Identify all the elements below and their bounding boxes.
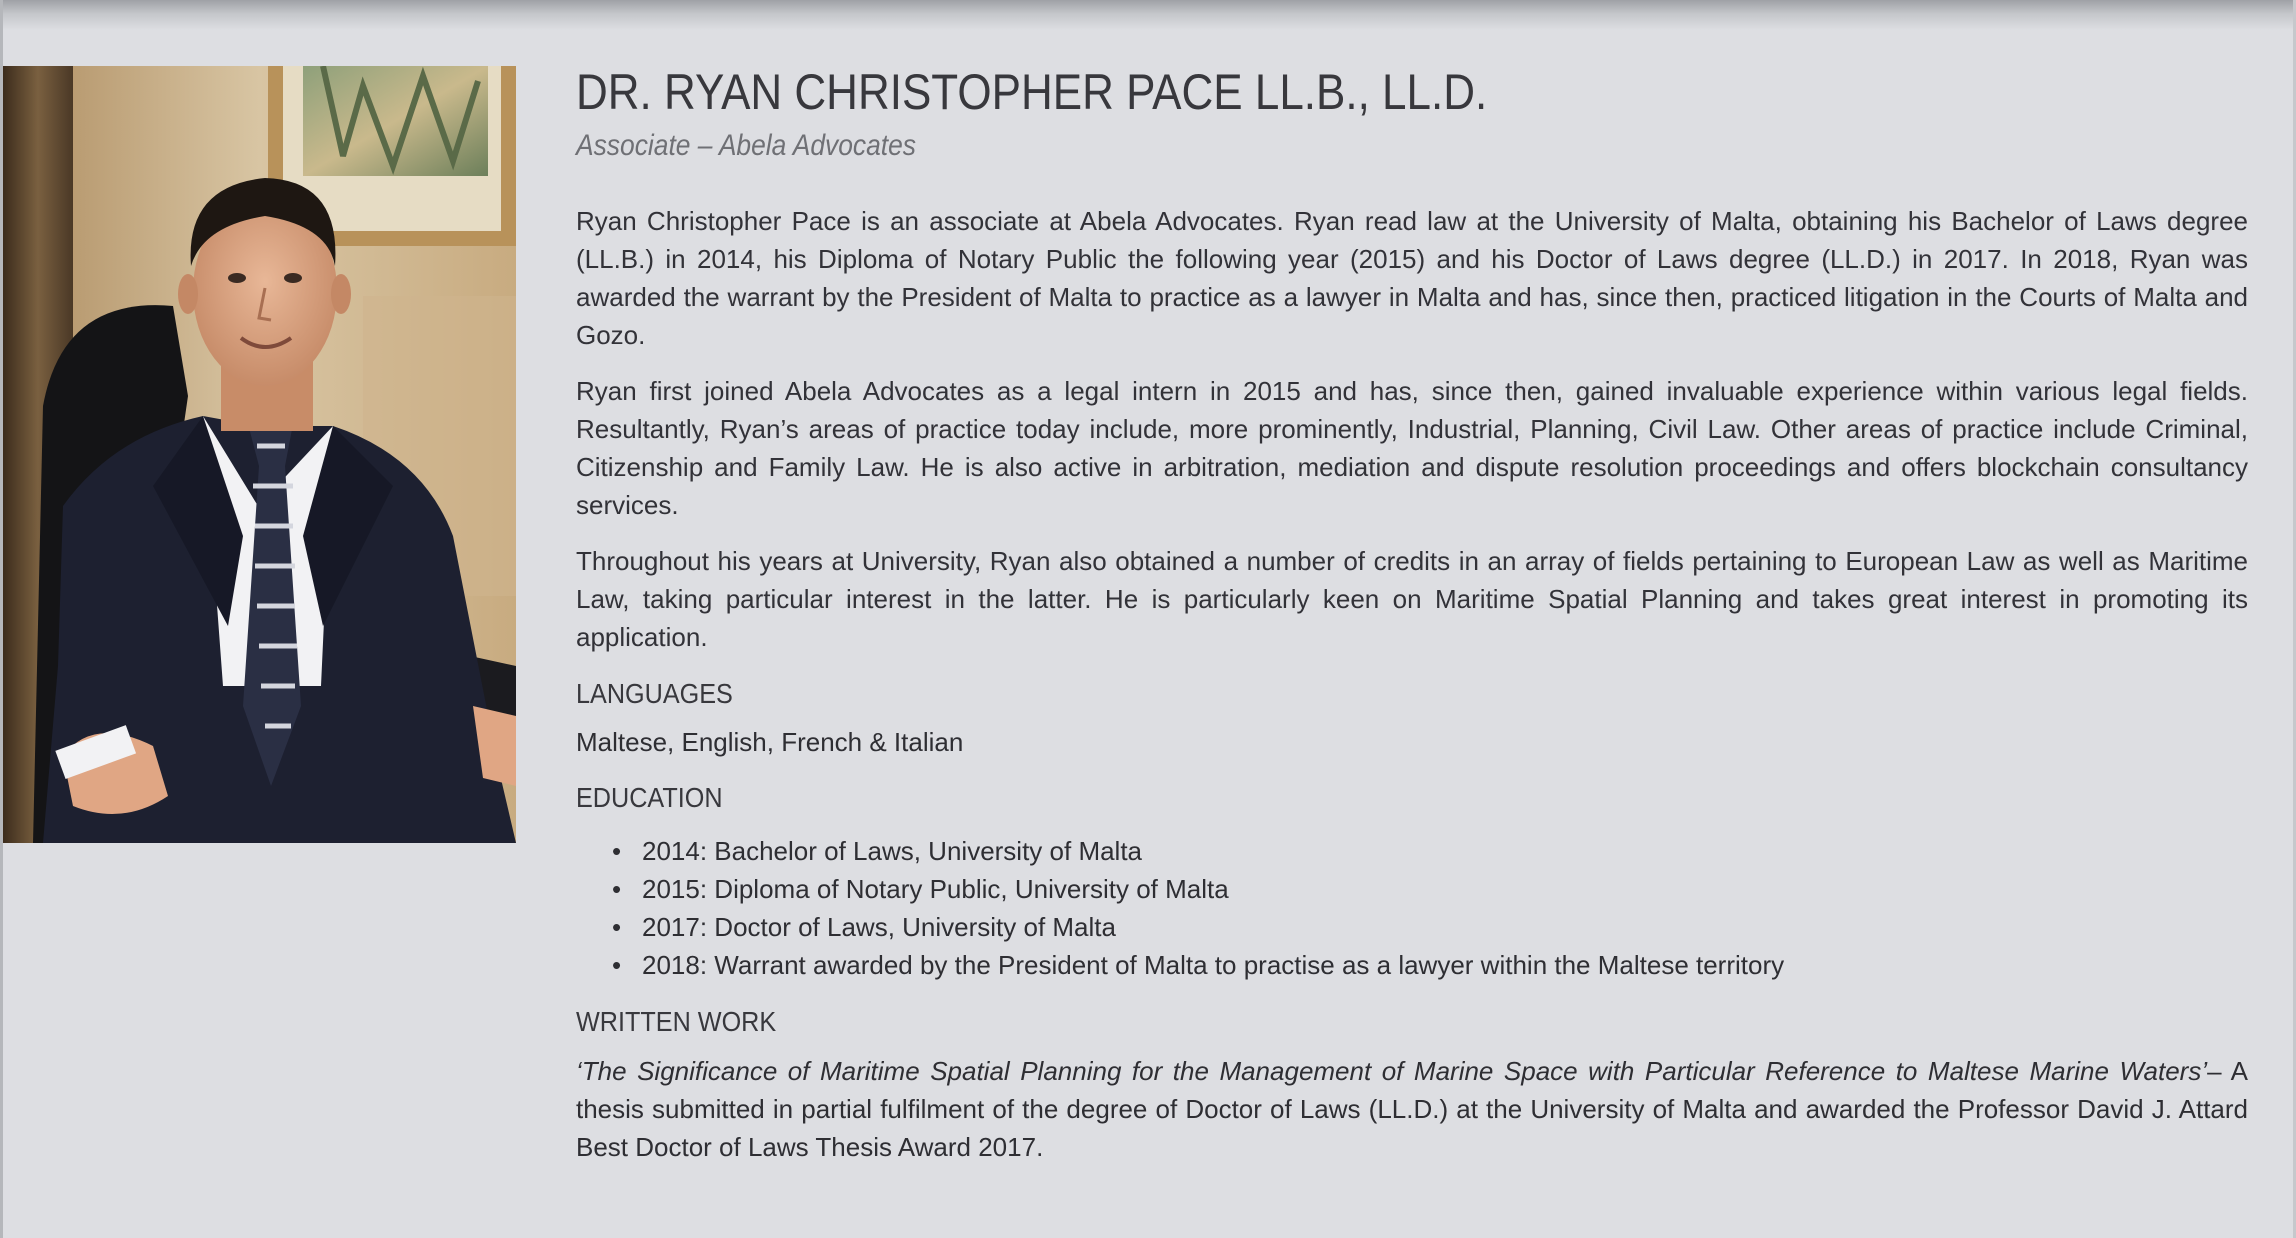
profile-role: Associate – Abela Advocates bbox=[576, 129, 916, 162]
thesis-description: – A thesis submitted in partial fulfilment of the degree of Doctor of Laws (LL.D.) at the University of Malta and awarded the Professor David J. Attard Best Doctor of Laws Thesis Award 2017. bbox=[576, 1056, 2248, 1162]
education-item-text: 2018: Warrant awarded by the President of Malta to practise as a lawyer within the Maltese territory bbox=[642, 950, 1785, 980]
profile-bio bbox=[576, 202, 2248, 656]
education-item bbox=[612, 832, 2248, 870]
education-list bbox=[576, 832, 2248, 984]
education-item-text: 2017: Doctor of Laws, University of Malta bbox=[642, 912, 1116, 942]
bio-paragraph: Ryan Christopher Pace is an associate at Abela Advocates. Ryan read law at the University of Malta, obtaining his Bachelor of Laws degree (LL.B.) in 2014, his Diploma of Notary Public the following year (2015) and his Doctor of Laws degree (LL.D.) in 2017. In 2018, Ryan was awarded the warrant by the President of Malta to practice as a lawyer in Malta and has, since then, practiced litigation in the Courts of Malta and Gozo. bbox=[576, 206, 2248, 350]
top-shadow bbox=[0, 0, 2296, 30]
bio-paragraph: Ryan first joined Abela Advocates as a legal intern in 2015 and has, since then, gained invaluable experience within various legal fields. Resultantly, Ryan’s areas of practice today include, more prominently, Industrial, Planning, Civil Law. Other areas of practice include Criminal, Citizenship and Family Law. He is also active in arbitration, mediation and dispute resolution proceedings and offers blockchain consultancy services. bbox=[576, 376, 2248, 520]
bullet-icon: • bbox=[612, 950, 622, 980]
thesis-title: ‘The Significance of Maritime Spatial Planning for the Management of Marine Space with Particular Reference to Maltese Marine Waters’ bbox=[576, 1056, 2208, 1086]
profile-content bbox=[576, 62, 2248, 1166]
bullet-icon: • bbox=[612, 836, 622, 866]
profile-photo bbox=[3, 66, 516, 843]
languages-value: Maltese, English, French & Italian bbox=[576, 727, 964, 757]
bullet-icon: • bbox=[612, 874, 622, 904]
education-item bbox=[612, 946, 2248, 984]
education-item-text: 2014: Bachelor of Laws, University of Malta bbox=[642, 836, 1143, 866]
education-item bbox=[612, 908, 2248, 946]
bio-paragraph: Throughout his years at University, Ryan also obtained a number of credits in an array of fields pertaining to European Law as well as Maritime Law, taking particular interest in the latter. He is particularly keen on Maritime Spatial Planning and takes great interest in promoting its application. bbox=[576, 546, 2248, 652]
education-item-text: 2015: Diploma of Notary Public, University of Malta bbox=[642, 874, 1229, 904]
written-work-heading: WRITTEN WORK bbox=[576, 1006, 777, 1037]
bullet-icon: • bbox=[612, 912, 622, 942]
education-heading: EDUCATION bbox=[576, 782, 723, 813]
profile-name: DR. RYAN CHRISTOPHER PACE LL.B., LL.D. bbox=[576, 64, 1488, 120]
education-item bbox=[612, 870, 2248, 908]
written-work-text bbox=[576, 1052, 2248, 1166]
languages-heading: LANGUAGES bbox=[576, 678, 733, 709]
